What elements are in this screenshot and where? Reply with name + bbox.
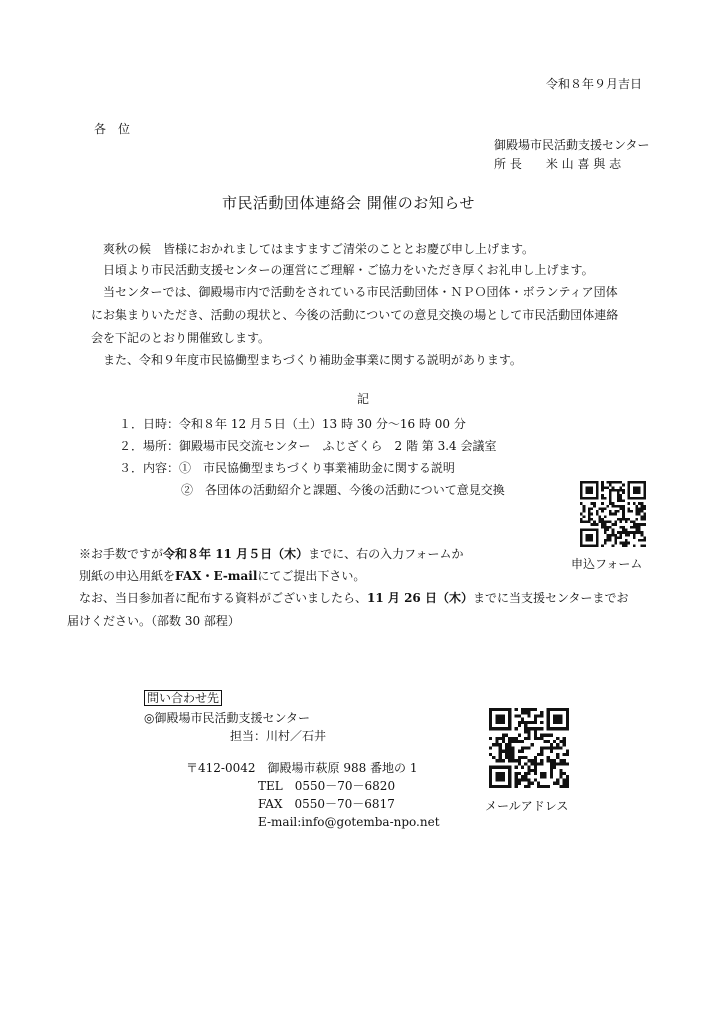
greeting-paragraph: 爽秋の候 皆様におかれましてはますますご清栄のこととお慶び申し上げます。 <box>103 242 535 256</box>
thanks-paragraph: 日頃より市民活動支援センターの運営にご理解・ご協力をいただき厚くお礼申し上げます。 <box>103 263 594 277</box>
issue-date: 令和８年９月吉日 <box>546 77 643 91</box>
mail-qr-label: メールアドレス <box>485 799 569 813</box>
deadline-date: 令和８年 11 月５日（木） <box>163 547 309 561</box>
request-text: 別紙の申込用紙を <box>79 569 176 583</box>
request-text: までに、右の入力フォームか <box>308 547 464 561</box>
mail-qr-code[interactable] <box>489 708 569 788</box>
sender-org: 御殿場市民活動支援センター <box>494 138 650 152</box>
submit-method: FAX・E-mail <box>175 569 258 583</box>
subsidy-note: また、令和９年度市民協働型まちづくり補助金事業に関する説明があります。 <box>103 353 522 367</box>
purpose-line-1: 当センターでは、御殿場市内で活動をされている市民活動団体・ＮＰＯ団体・ボランティア団体 <box>103 285 618 299</box>
request-text: までに当支援センターまでお <box>472 591 629 605</box>
request-line-4: 届けください。（部数 30 部程） <box>67 614 240 628</box>
contact-org: ◎御殿場市民活動支援センター <box>144 711 310 725</box>
item-content-2: ② 各団体の活動紹介と課題、今後の活動について意見交換 <box>181 483 505 497</box>
request-line-1 <box>79 546 463 562</box>
request-text: ※お手数ですが <box>79 547 164 561</box>
contact-heading <box>144 690 222 706</box>
contact-email[interactable]: E-mail:info@gotemba-npo.net <box>258 815 440 829</box>
contact-staff: 担当：川村／石井 <box>230 729 327 743</box>
contact-address: 〒412-0042 御殿場市萩原 988 番地の 1 <box>186 761 418 775</box>
purpose-line-3: 会を下記のとおり開催致します。 <box>91 331 271 345</box>
request-text: にてご提出下さい。 <box>257 569 366 583</box>
contact-heading-label: 問い合わせ先 <box>144 690 222 706</box>
item-content-1: ３．内容：① 市民協働型まちづくり事業補助金に関する説明 <box>119 461 455 475</box>
request-line-3 <box>79 590 628 606</box>
document-title: 市民活動団体連絡会 開催のお知らせ <box>222 194 475 212</box>
ki-heading: 記 <box>357 392 370 406</box>
material-deadline: 11 月 26 日（木） <box>367 591 473 605</box>
addressee: 各 位 <box>94 122 131 136</box>
contact-tel: TEL 0550－70－6820 <box>258 779 396 793</box>
item-place: ２．場所：御殿場市民交流センター ふじざくら 2 階 第 3.4 会議室 <box>119 439 497 453</box>
purpose-line-2: にお集まりいただき、活動の現状と、今後の活動についての意見交換の場として市民活動団体連絡 <box>91 308 619 322</box>
form-qr-code[interactable] <box>580 481 646 547</box>
request-text: なお、当日参加者に配布する資料がございましたら、 <box>79 591 368 605</box>
item-date: １．日時：令和８年 12 月５日（土）13 時 30 分～16 時 00 分 <box>119 417 466 431</box>
request-line-2 <box>79 568 365 584</box>
contact-fax: FAX 0550－70－6817 <box>258 797 395 811</box>
sender-director: 所 長 米 山 喜 與 志 <box>494 157 622 171</box>
form-qr-label: 申込フォーム <box>571 557 643 571</box>
